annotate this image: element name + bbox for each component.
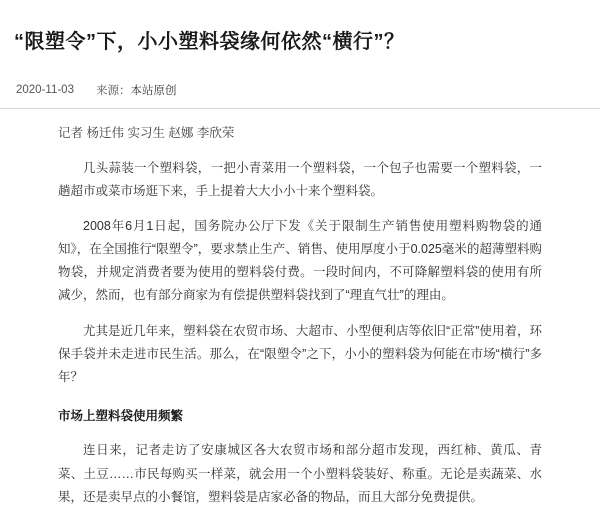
byline: 记者 杨迁伟 实习生 赵娜 李欣荣 <box>58 125 235 140</box>
publish-date: 2020-11-03 <box>16 83 74 96</box>
paragraph-3: 尤其是近几年来，塑料袋在农贸市场、大超市、小型便利店等依旧“正常”使用着，环保手袋并未走进市民生活。那么，在“限塑令”之下，小小的塑料袋为何能在市场“横行”多年？ <box>58 323 542 384</box>
article-body <box>0 109 600 509</box>
paragraph-1: 几头蒜装一个塑料袋，一把小青菜用一个塑料袋，一个包子也需要一个塑料袋，一趟超市或菜市场逛下来，手上提着大大小小十来个塑料袋。 <box>58 160 542 198</box>
article-source <box>96 82 177 98</box>
article-page <box>0 13 600 527</box>
source-label: 来源： <box>95 84 131 97</box>
source-value: 本站原创 <box>130 84 177 97</box>
page-title: “限塑令”下，小小塑料袋缘何依然“横行”？ <box>14 31 405 54</box>
paragraph-2: 2008年6月1日起，国务院办公厅下发《关于限制生产销售使用塑料购物袋的通知》，在全国推行“限塑令”，要求禁止生产、销售、使用厚度小于0.025毫米的超薄塑料购物袋，并规定消费者要为使用的塑料袋付费。一段时间内，不可降解塑料袋的使用有所减少，然而，也有部分商家为有偿提供塑料袋找到了“理直气壮”的理由。 <box>58 219 542 303</box>
section-subheading: 市场上塑料袋使用频繁 <box>58 408 184 423</box>
paragraph-4: 连日来，记者走访了安康城区各大农贸市场和部分超市发现，西红柿、黄瓜、青菜、土豆……市民每购买一样菜，就会用一个小塑料袋装好、称重。无论是卖蔬菜、水果，还是卖早点的小餐馆，塑料袋是店家必备的物品，而且大部分免费提供。 <box>58 443 542 504</box>
article-meta <box>0 70 600 98</box>
